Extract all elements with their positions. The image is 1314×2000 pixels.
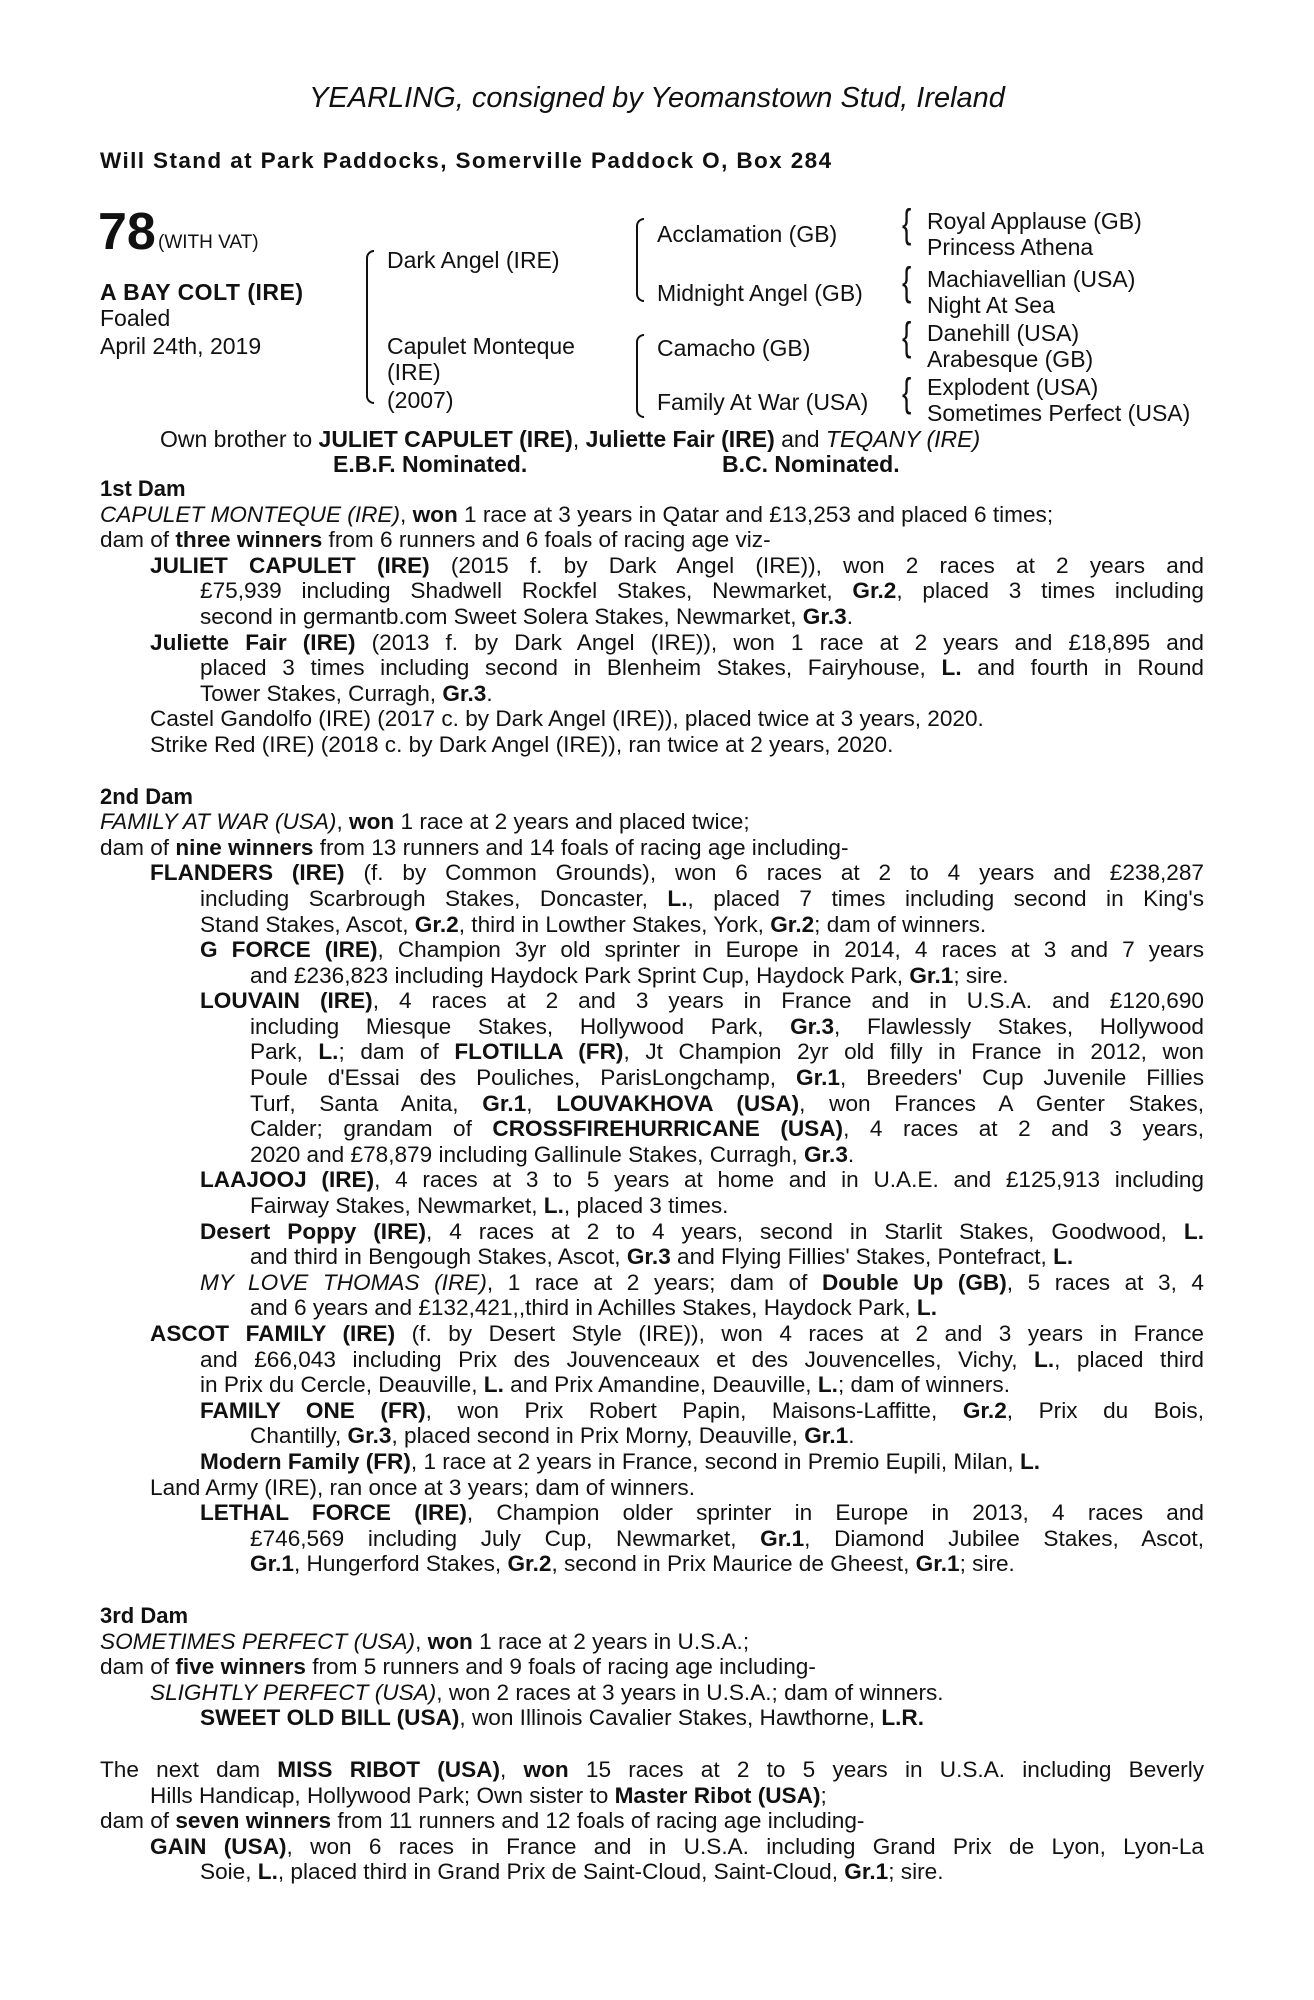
text-line: dam of five winners from 5 runners and 9 foals of racing age including- bbox=[100, 1654, 816, 1680]
text-line: placed 3 times including second in Blenheim Stakes, Fairyhouse, L. and fourth in Round bbox=[200, 655, 1204, 681]
text-line: including Scarbrough Stakes, Doncaster, L., placed 7 times including second in King's bbox=[200, 885, 1204, 911]
pedigree-dam-line1: Capulet Monteque bbox=[387, 333, 575, 359]
text-line: LETHAL FORCE (IRE), Champion older sprinter in Europe in 2013, 4 races and bbox=[200, 1500, 1204, 1526]
text-line: Park, L.; dam of FLOTILLA (FR), Jt Champion 2yr old filly in France in 2012, won bbox=[250, 1039, 1204, 1065]
next-dam-section bbox=[100, 1757, 1204, 1885]
text-line: GAIN (USA), won 6 races in France and in U.S.A. including Grand Prix de Lyon, Lyon-La bbox=[150, 1833, 1204, 1859]
pedigree-sire-dam: Midnight Angel (GB) bbox=[657, 280, 863, 306]
text-line: Modern Family (FR), 1 race at 2 years in France, second in Premio Eupili, Milan, L. bbox=[200, 1448, 1041, 1474]
text-line: Tower Stakes, Curragh, Gr.3. bbox=[200, 680, 493, 706]
ebf-nomination: E.B.F. Nominated. bbox=[333, 451, 528, 477]
text-line: SLIGHTLY PERFECT (USA), won 2 races at 3 years in U.S.A.; dam of winners. bbox=[150, 1679, 944, 1705]
pedigree-sss: Royal Applause (GB) bbox=[927, 208, 1142, 234]
text-line: Strike Red (IRE) (2018 c. by Dark Angel (IRE)), ran twice at 2 years, 2020. bbox=[150, 731, 894, 757]
text-line: 2020 and £78,879 including Gallinule Stakes, Curragh, Gr.3. bbox=[250, 1141, 855, 1167]
consignment-header: YEARLING, consigned by Yeomanstown Stud, Ireland bbox=[309, 82, 1005, 114]
text-line: in Prix du Cercle, Deauville, L. and Prix Amandine, Deauville, L.; dam of winners. bbox=[200, 1372, 1011, 1398]
text-line: Gr.1, Hungerford Stakes, Gr.2, second in Prix Maurice de Gheest, Gr.1; sire. bbox=[250, 1551, 1015, 1577]
text-line: FAMILY AT WAR (USA), won 1 race at 2 years and placed twice; bbox=[100, 809, 750, 835]
second-dam-heading: 2nd Dam bbox=[100, 783, 193, 809]
text-line: FLANDERS (IRE) (f. by Common Grounds), won 6 races at 2 to 4 years and £238,287 bbox=[150, 860, 1205, 886]
lot-number: 78 bbox=[98, 203, 156, 261]
text-line: G FORCE (IRE), Champion 3yr old sprinter in Europe in 2014, 4 races at 3 and 7 years bbox=[200, 937, 1204, 963]
catalogue-body bbox=[100, 476, 1204, 1885]
text-line: MY LOVE THOMAS (IRE), 1 race at 2 years; dam of Double Up (GB), 5 races at 3, 4 bbox=[200, 1269, 1204, 1295]
text-line: Poule d'Essai des Pouliches, ParisLongchamp, Gr.1, Breeders' Cup Juvenile Fillies bbox=[250, 1065, 1204, 1091]
text-line: Juliette Fair (IRE) (2013 f. by Dark Angel (IRE)), won 1 race at 2 years and £18,895 and bbox=[150, 629, 1204, 655]
text-line: and £66,043 including Prix des Jouvenceaux et des Jouvencelles, Vichy, L., placed third bbox=[200, 1346, 1204, 1372]
text-line: SOMETIMES PERFECT (USA), won 1 race at 2 years in U.S.A.; bbox=[100, 1628, 750, 1654]
bc-nomination: B.C. Nominated. bbox=[722, 451, 900, 477]
text-line: and £236,823 including Haydock Park Sprint Cup, Haydock Park, Gr.1; sire. bbox=[250, 962, 1009, 988]
own-brother-and: and bbox=[774, 426, 826, 452]
text-line: dam of nine winners from 13 runners and 14 foals of racing age including- bbox=[100, 834, 849, 860]
pedigree-dsd: Arabesque (GB) bbox=[927, 346, 1094, 372]
pedigree-dds: Explodent (USA) bbox=[927, 374, 1099, 400]
own-brother-line bbox=[160, 426, 980, 453]
text-line: Land Army (IRE), ran once at 3 years; dam of winners. bbox=[150, 1474, 695, 1500]
pedigree-sire-sire: Acclamation (GB) bbox=[657, 221, 838, 247]
first-dam-section bbox=[100, 502, 1204, 758]
text-line: Fairway Stakes, Newmarket, L., placed 3 times. bbox=[250, 1193, 729, 1219]
first-dam-heading: 1st Dam bbox=[100, 476, 186, 501]
pedigree-ddd: Sometimes Perfect (USA) bbox=[927, 400, 1191, 426]
pedigree-bracket-dam bbox=[636, 334, 644, 418]
text-line: JULIET CAPULET (IRE) (2015 f. by Dark Angel (IRE)), won 2 races at 2 years and bbox=[150, 552, 1204, 578]
own-brother-name-3: TEQANY (IRE) bbox=[825, 426, 981, 452]
pedigree-dam-line2: (IRE) bbox=[387, 359, 441, 385]
pedigree-ssd: Princess Athena bbox=[927, 234, 1094, 260]
text-line: £75,939 including Shadwell Rockfel Stakes, Newmarket, Gr.2, placed 3 times including bbox=[200, 578, 1205, 604]
pedigree-sire: Dark Angel (IRE) bbox=[387, 247, 560, 273]
pedigree-bracket-sire bbox=[636, 218, 644, 302]
brace-icon: { bbox=[902, 202, 912, 246]
text-line: FAMILY ONE (FR), won Prix Robert Papin, Maisons-Laffitte, Gr.2, Prix du Bois, bbox=[200, 1397, 1204, 1423]
own-brother-name-1: JULIET CAPULET (IRE) bbox=[318, 426, 573, 452]
stand-location: Will Stand at Park Paddocks, Somerville Paddock O, Box 284 bbox=[100, 148, 833, 173]
text-line: Chantilly, Gr.3, placed second in Prix Morny, Deauville, Gr.1. bbox=[250, 1423, 855, 1449]
text-line: Turf, Santa Anita, Gr.1, LOUVAKHOVA (USA), won Frances A Genter Stakes, bbox=[250, 1090, 1204, 1116]
own-brother-sep: , bbox=[572, 426, 586, 452]
text-line: LAAJOOJ (IRE), 4 races at 3 to 5 years at home and in U.A.E. and £125,913 including bbox=[200, 1167, 1204, 1193]
own-brother-prefix: Own brother to bbox=[160, 426, 319, 452]
text-line: SWEET OLD BILL (USA), won Illinois Cavalier Stakes, Hawthorne, L.R. bbox=[200, 1705, 925, 1731]
pedigree-bracket-gen1 bbox=[366, 250, 374, 404]
text-line: CAPULET MONTEQUE (IRE), won 1 race at 3 years in Qatar and £13,253 and placed 6 times; bbox=[100, 501, 1054, 527]
text-line: dam of seven winners from 11 runners and 12 foals of racing age including- bbox=[100, 1808, 865, 1834]
own-brother-name-2: Juliette Fair (IRE) bbox=[585, 426, 775, 452]
brace-icon: { bbox=[902, 260, 912, 304]
text-line: Soie, L., placed third in Grand Prix de Saint-Cloud, Saint-Cloud, Gr.1; sire. bbox=[200, 1859, 944, 1885]
text-line: and third in Bengough Stakes, Ascot, Gr.3 and Flying Fillies' Stakes, Pontefract, L. bbox=[250, 1244, 1074, 1270]
text-line: Desert Poppy (IRE), 4 races at 2 to 4 years, second in Starlit Stakes, Goodwood, L. bbox=[200, 1218, 1204, 1244]
text-line: including Miesque Stakes, Hollywood Park, Gr.3, Flawlessly Stakes, Hollywood bbox=[250, 1013, 1204, 1039]
text-line: £746,569 including July Cup, Newmarket, Gr.1, Diamond Jubilee Stakes, Ascot, bbox=[250, 1525, 1204, 1551]
pedigree-dam-line3: (2007) bbox=[387, 387, 454, 413]
lot-description: A BAY COLT (IRE) bbox=[100, 279, 304, 305]
text-line: The next dam MISS RIBOT (USA), won 15 races at 2 to 5 years in U.S.A. including Beverly bbox=[100, 1756, 1205, 1782]
foaled-label: Foaled bbox=[100, 305, 171, 331]
text-line: Stand Stakes, Ascot, Gr.2, third in Lowther Stakes, York, Gr.2; dam of winners. bbox=[200, 911, 987, 937]
second-dam-section bbox=[100, 809, 1204, 1577]
brace-icon: { bbox=[902, 315, 912, 359]
text-line: ASCOT FAMILY (IRE) (f. by Desert Style (IRE)), won 4 races at 2 and 3 years in France bbox=[150, 1321, 1204, 1346]
text-line: Castel Gandolfo (IRE) (2017 c. by Dark Angel (IRE)), placed twice at 3 years, 2020. bbox=[150, 706, 984, 732]
pedigree-sdd: Night At Sea bbox=[927, 292, 1055, 318]
text-line: Hills Handicap, Hollywood Park; Own sister to Master Ribot (USA); bbox=[150, 1782, 827, 1808]
brace-icon: { bbox=[902, 371, 912, 415]
pedigree-dam-sire: Camacho (GB) bbox=[657, 335, 811, 361]
text-line: and 6 years and £132,421,,third in Achilles Stakes, Haydock Park, L. bbox=[250, 1295, 937, 1321]
text-line: LOUVAIN (IRE), 4 races at 2 and 3 years in France and in U.S.A. and £120,690 bbox=[200, 988, 1204, 1014]
text-line: second in germantb.com Sweet Solera Stakes, Newmarket, Gr.3. bbox=[200, 603, 854, 629]
vat-label: (WITH VAT) bbox=[158, 232, 259, 253]
foaled-date: April 24th, 2019 bbox=[100, 333, 262, 359]
text-line: Calder; grandam of CROSSFIREHURRICANE (USA), 4 races at 2 and 3 years, bbox=[250, 1116, 1205, 1142]
pedigree-dam-dam: Family At War (USA) bbox=[657, 389, 869, 415]
pedigree-dss: Danehill (USA) bbox=[927, 320, 1080, 346]
third-dam-section bbox=[100, 1629, 1204, 1731]
third-dam-heading: 3rd Dam bbox=[100, 1602, 189, 1628]
text-line: dam of three winners from 6 runners and 6 foals of racing age viz- bbox=[100, 527, 771, 553]
pedigree-sds: Machiavellian (USA) bbox=[927, 266, 1136, 292]
